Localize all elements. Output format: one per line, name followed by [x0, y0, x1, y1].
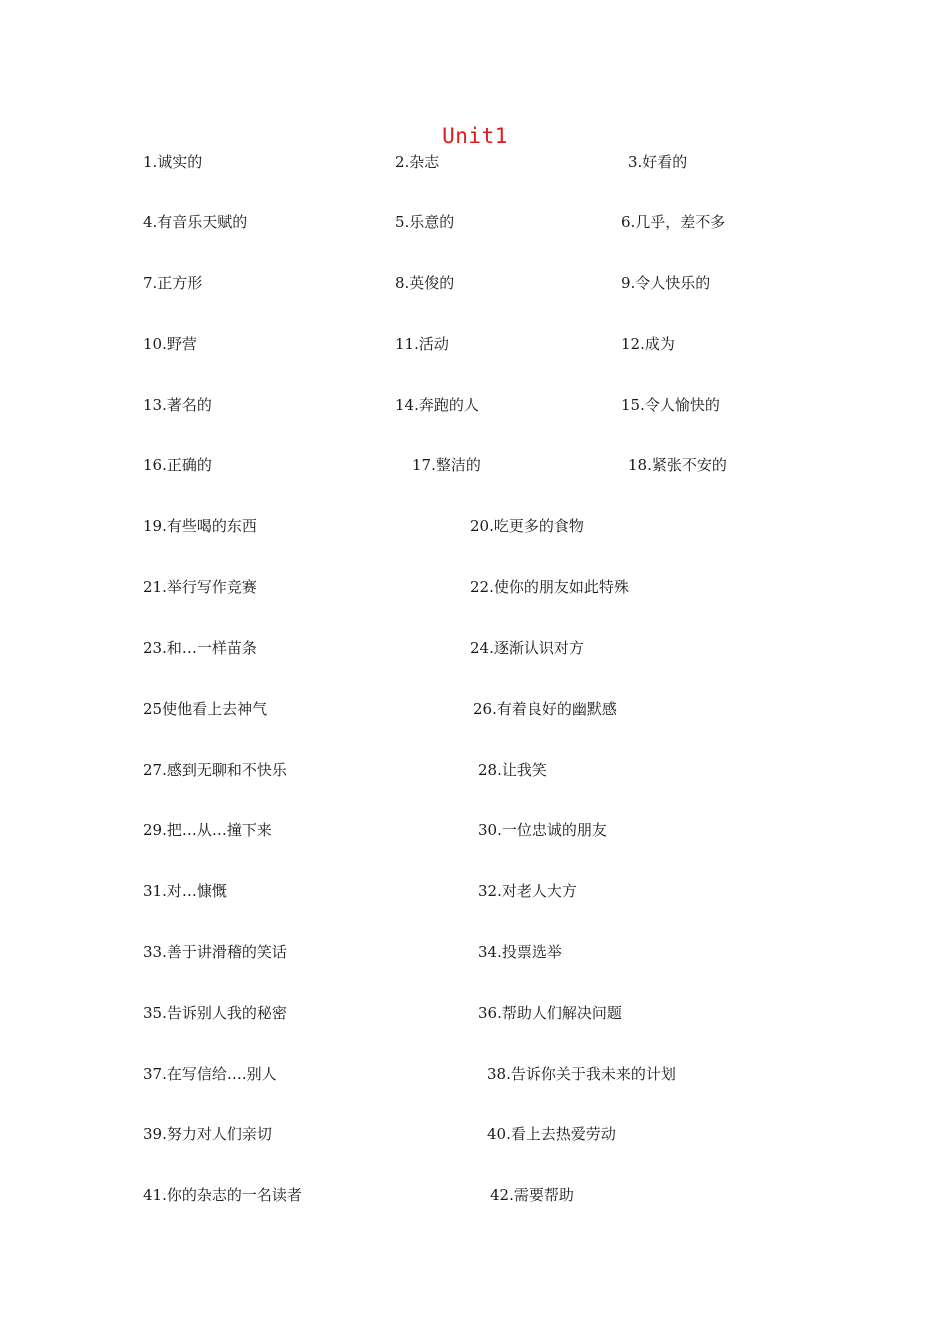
vocab-item: 29.把…从…撞下来 [143, 821, 272, 839]
vocab-item: 25使他看上去神气 [143, 700, 268, 718]
vocab-item: 1.诚实的 [143, 153, 203, 171]
vocab-item: 34.投票选举 [478, 943, 562, 961]
vocab-item: 30.一位忠诚的朋友 [478, 821, 607, 839]
vocab-item: 2.杂志 [395, 153, 440, 171]
vocab-item: 41.你的杂志的一名读者 [143, 1186, 302, 1204]
vocab-item: 22.使你的朋友如此特殊 [470, 578, 629, 596]
vocab-item: 18.紧张不安的 [628, 456, 727, 474]
vocab-item: 21.举行写作竞赛 [143, 578, 257, 596]
vocab-item: 11.活动 [395, 335, 449, 353]
vocab-item: 8.英俊的 [395, 274, 455, 292]
vocab-item: 28.让我笑 [478, 761, 547, 779]
vocab-item: 38.告诉你关于我未来的计划 [487, 1065, 676, 1083]
vocab-item: 16.正确的 [143, 456, 212, 474]
vocab-item: 5.乐意的 [395, 213, 455, 231]
vocab-item: 10.野营 [143, 335, 197, 353]
vocab-item: 40.看上去热爱劳动 [487, 1125, 616, 1143]
vocab-item: 4.有音乐天赋的 [143, 213, 248, 231]
vocab-item: 20.吃更多的食物 [470, 517, 584, 535]
vocab-item: 19.有些喝的东西 [143, 517, 257, 535]
vocab-item: 15.令人愉快的 [621, 396, 720, 414]
vocab-item: 12.成为 [621, 335, 675, 353]
vocab-item: 27.感到无聊和不快乐 [143, 761, 287, 779]
vocab-item: 35.告诉别人我的秘密 [143, 1004, 287, 1022]
vocab-item: 7.正方形 [143, 274, 203, 292]
vocab-item: 6.几乎，差不多 [621, 213, 726, 231]
vocab-item: 13.著名的 [143, 396, 212, 414]
vocab-item: 36.帮助人们解决问题 [478, 1004, 622, 1022]
vocab-item: 9.令人快乐的 [621, 274, 711, 292]
vocab-item: 39.努力对人们亲切 [143, 1125, 272, 1143]
vocab-item: 42.需要帮助 [490, 1186, 574, 1204]
vocab-item: 14.奔跑的人 [395, 396, 479, 414]
vocab-item: 3.好看的 [628, 153, 688, 171]
vocab-item: 31.对…慷慨 [143, 882, 227, 900]
vocab-item: 23.和…一样苗条 [143, 639, 257, 657]
vocab-item: 17.整洁的 [412, 456, 481, 474]
vocab-item: 33.善于讲滑稽的笑话 [143, 943, 287, 961]
vocab-item: 26.有着良好的幽默感 [473, 700, 617, 718]
page-title: Unit1 [442, 124, 508, 148]
vocab-item: 24.逐渐认识对方 [470, 639, 584, 657]
vocab-item: 32.对老人大方 [478, 882, 577, 900]
vocab-item: 37.在写信给….别人 [143, 1065, 277, 1083]
